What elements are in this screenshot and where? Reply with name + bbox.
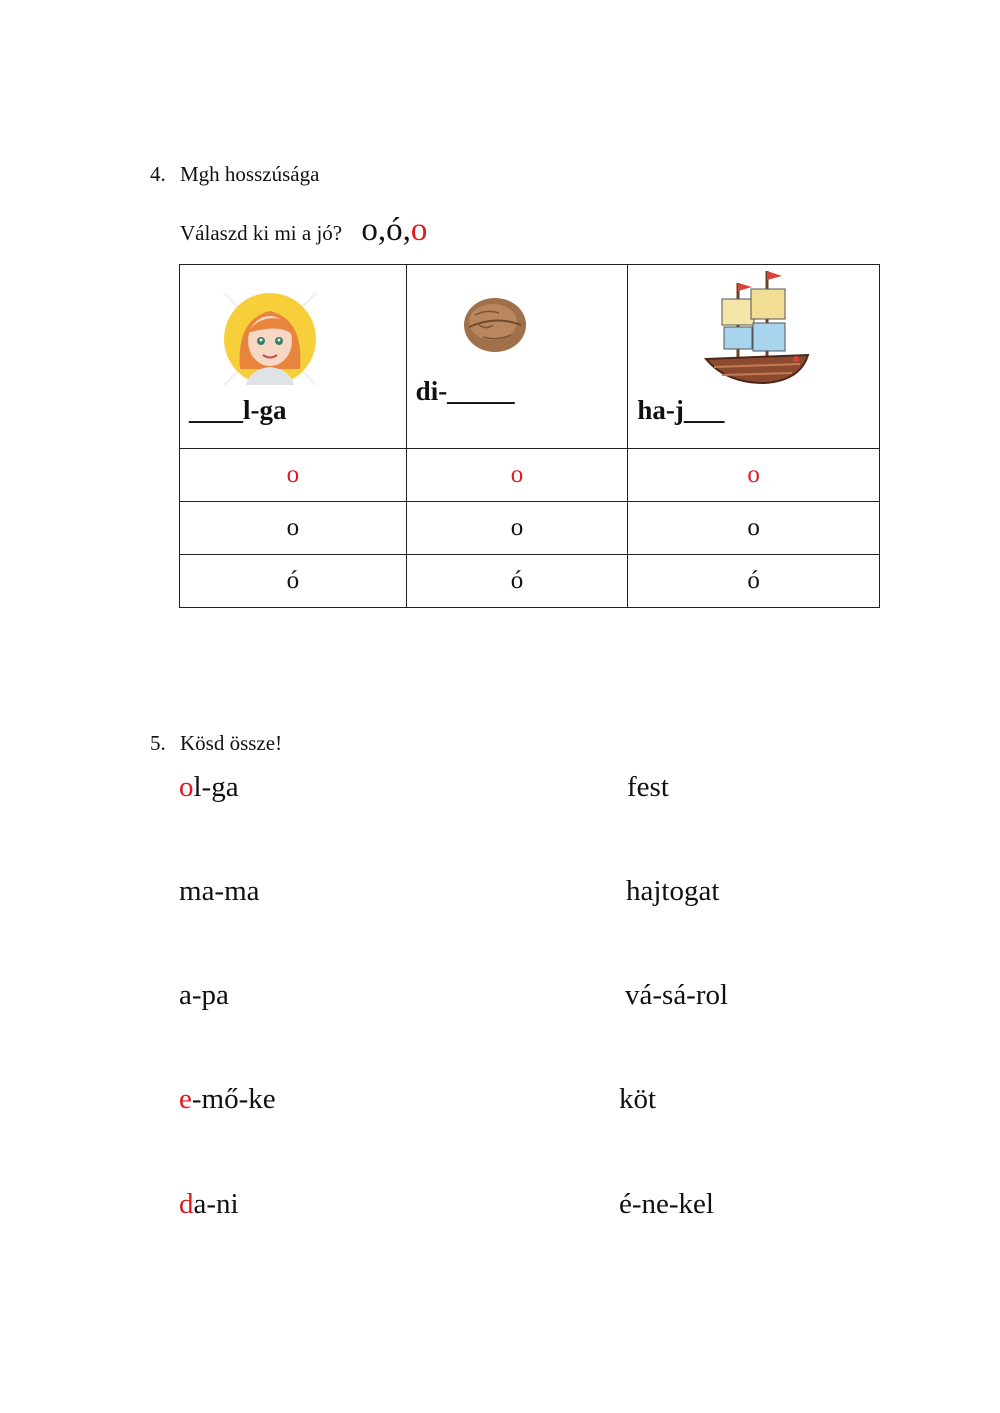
sailing-ship-icon xyxy=(704,267,814,389)
match-left-item[interactable] xyxy=(179,1188,239,1221)
fill-word: di-_____ xyxy=(415,376,515,406)
match-right-item[interactable]: fest xyxy=(627,771,669,803)
option-cell[interactable]: ó xyxy=(406,555,628,608)
first-letter: o xyxy=(179,771,194,803)
option-row xyxy=(180,555,880,608)
first-letter: a xyxy=(179,979,192,1011)
option-cell[interactable]: o xyxy=(406,449,628,502)
question-4-title xyxy=(150,162,319,187)
match-right-item[interactable]: vá-sá-rol xyxy=(625,979,729,1011)
girl-face-icon xyxy=(220,289,320,389)
question-title-text: Kösd össze! xyxy=(180,731,283,755)
match-right-item[interactable]: hajtogat xyxy=(626,875,720,907)
choice-table xyxy=(179,264,880,608)
word-rest: -mő-ke xyxy=(191,1083,276,1115)
word-rest: a-ni xyxy=(193,1188,239,1220)
option-cell[interactable]: ó xyxy=(180,555,407,608)
option-cell[interactable]: o xyxy=(406,502,628,555)
fill-word: ____l-ga xyxy=(189,395,287,425)
option-cell[interactable]: o xyxy=(180,449,407,502)
instruction-text: Válaszd ki mi a jó? xyxy=(180,221,343,245)
first-letter: m xyxy=(179,875,202,907)
first-letter: e xyxy=(179,1083,192,1115)
question-number: 5. xyxy=(150,731,166,755)
picture-cell xyxy=(406,265,628,449)
match-right-item[interactable]: é-ne-kel xyxy=(619,1188,714,1220)
walnut-icon xyxy=(463,295,527,353)
picture-cell xyxy=(628,265,880,449)
word-rest: a-ma xyxy=(201,875,260,907)
letter-choice: o xyxy=(410,212,428,248)
match-left-item[interactable] xyxy=(179,875,260,908)
match-left-item[interactable] xyxy=(179,1083,276,1116)
option-cell[interactable]: ó xyxy=(628,555,880,608)
word-rest: -pa xyxy=(191,979,229,1011)
instruction-line xyxy=(180,212,427,249)
picture-cell xyxy=(180,265,407,449)
match-left-item[interactable] xyxy=(179,979,229,1012)
first-letter: d xyxy=(179,1188,194,1220)
question-number: 4. xyxy=(150,162,166,186)
letter-choices xyxy=(361,212,427,248)
match-right-item[interactable]: köt xyxy=(619,1083,657,1115)
option-cell[interactable]: o xyxy=(628,502,880,555)
option-row xyxy=(180,449,880,502)
question-5-title xyxy=(150,731,282,756)
question-title-text: Mgh hosszúsága xyxy=(180,162,320,186)
option-row xyxy=(180,502,880,555)
word-rest: l-ga xyxy=(193,771,239,803)
letter-choice: ó, xyxy=(386,212,411,248)
match-left-item[interactable] xyxy=(179,771,239,804)
letter-choice: o, xyxy=(361,212,387,248)
option-cell[interactable]: o xyxy=(180,502,407,555)
fill-word: ha-j___ xyxy=(637,395,725,425)
option-cell[interactable]: o xyxy=(628,449,880,502)
picture-row xyxy=(180,265,880,449)
